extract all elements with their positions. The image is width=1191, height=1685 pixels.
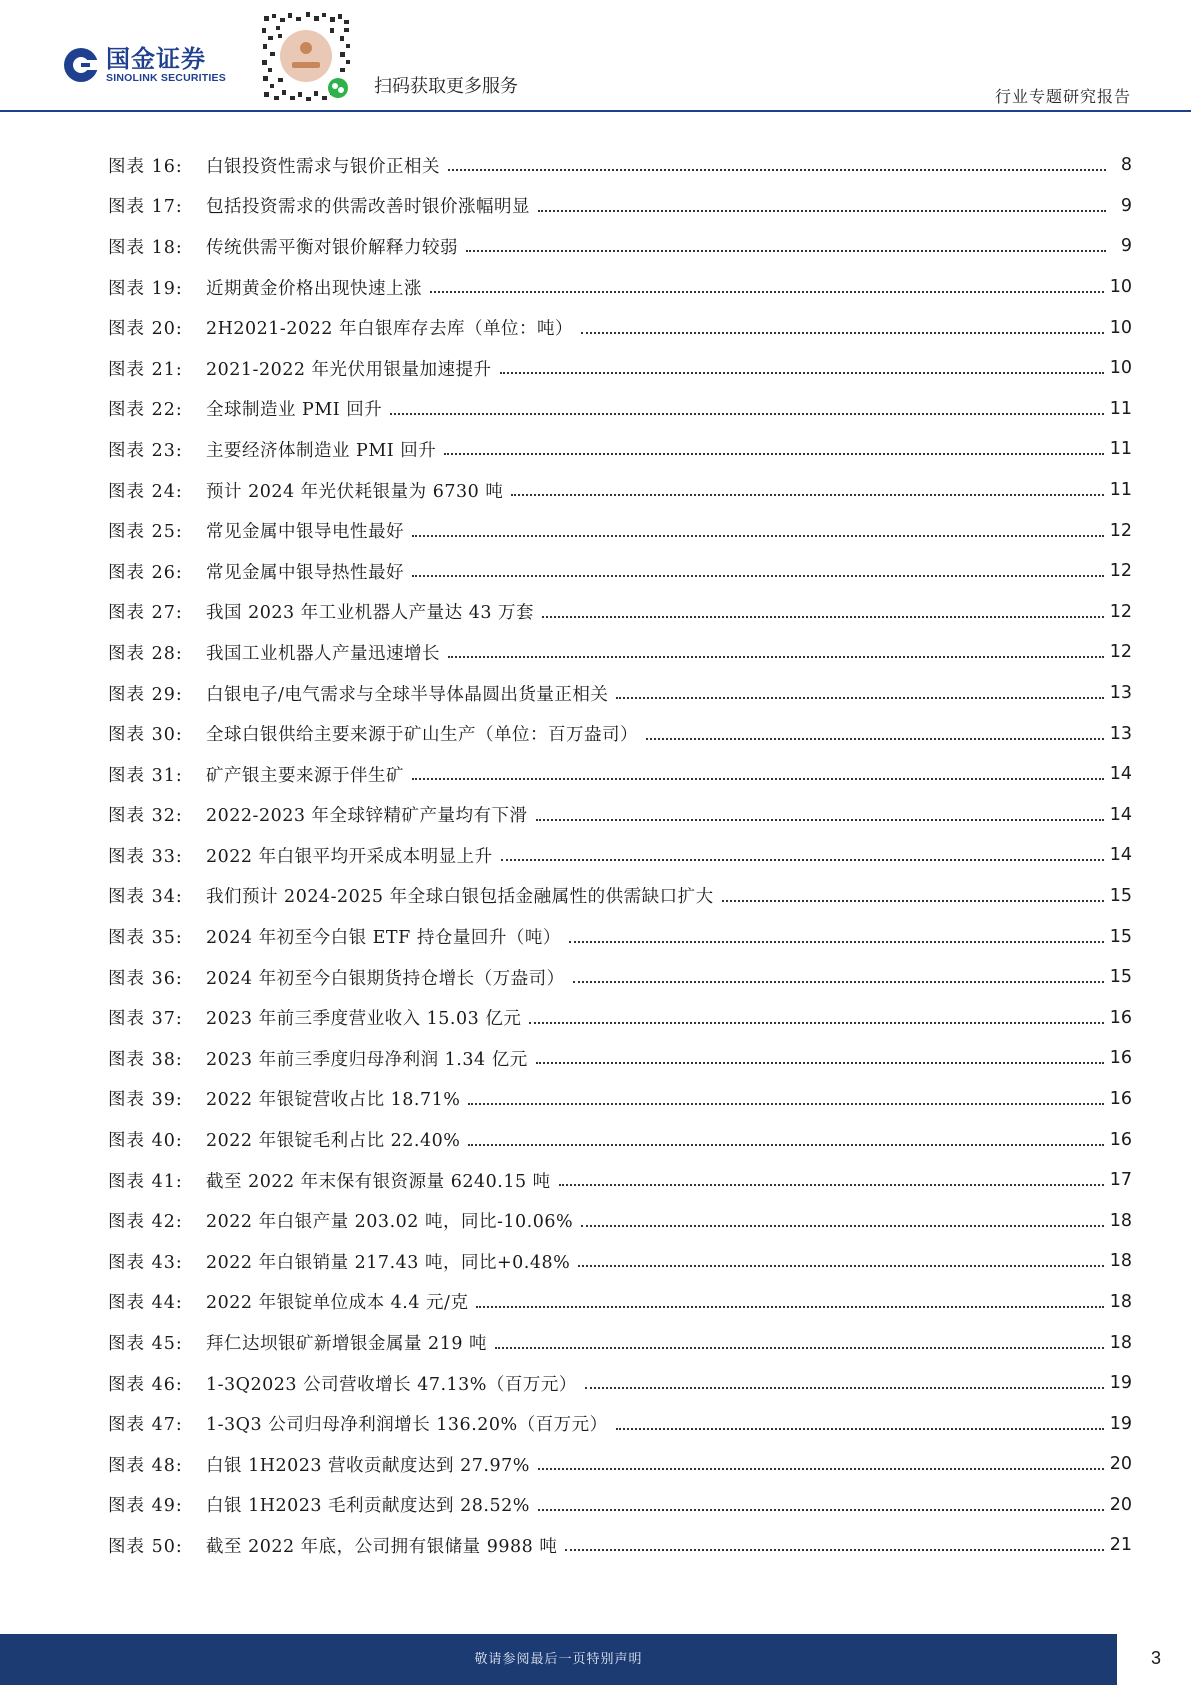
toc-entry[interactable] <box>108 592 1132 633</box>
toc-figure-label: 图表 35: <box>108 928 183 949</box>
toc-page-number[interactable]: 20 <box>1109 1494 1132 1515</box>
toc-figure-label: 图表 34: <box>108 887 183 908</box>
toc-dot-leader <box>581 1225 1104 1227</box>
toc-dot-leader <box>501 859 1104 861</box>
toc-figure-label: 图表 42: <box>108 1212 183 1233</box>
toc-dot-leader <box>468 1144 1103 1146</box>
toc-dot-leader <box>448 656 1104 658</box>
toc-figure-title[interactable]: 包括投资需求的供需改善时银价涨幅明显 <box>206 197 530 218</box>
figure-index-list <box>108 145 1132 1566</box>
toc-figure-label: 图表 29: <box>108 684 183 705</box>
toc-figure-title[interactable]: 截至 2022 年末保有银资源量 6240.15 吨 <box>206 1171 551 1192</box>
toc-figure-label: 图表 49: <box>108 1496 183 1517</box>
toc-entry[interactable] <box>108 226 1132 267</box>
toc-page-number[interactable]: 18 <box>1109 1332 1132 1353</box>
toc-figure-title[interactable]: 2024 年初至今白银 ETF 持仓量回升（吨） <box>206 928 561 949</box>
toc-dot-leader <box>500 372 1104 374</box>
toc-figure-title[interactable]: 2022 年银锭单位成本 4.4 元/克 <box>206 1293 469 1314</box>
toc-dot-leader <box>569 941 1104 943</box>
toc-entry[interactable] <box>108 997 1132 1038</box>
toc-figure-title[interactable]: 白银电子/电气需求与全球半导体晶圆出货量正相关 <box>206 684 609 705</box>
toc-page-number[interactable]: 19 <box>1109 1373 1132 1394</box>
toc-entry[interactable] <box>108 1119 1132 1160</box>
toc-page-number[interactable]: 18 <box>1109 1291 1132 1312</box>
toc-entry[interactable] <box>108 916 1132 957</box>
toc-entry[interactable] <box>108 1444 1132 1485</box>
toc-page-number[interactable]: 12 <box>1109 601 1132 622</box>
toc-dot-leader <box>542 616 1104 618</box>
toc-entry[interactable] <box>108 1282 1132 1323</box>
toc-page-number[interactable]: 10 <box>1109 277 1132 298</box>
toc-entry[interactable] <box>108 470 1132 511</box>
toc-entry[interactable] <box>108 267 1132 308</box>
toc-page-number[interactable]: 18 <box>1109 1251 1132 1272</box>
toc-figure-label: 图表 26: <box>108 562 183 583</box>
toc-entry[interactable] <box>108 1322 1132 1363</box>
toc-page-number[interactable]: 20 <box>1109 1454 1132 1475</box>
toc-figure-title[interactable]: 2022 年白银产量 203.02 吨，同比-10.06% <box>206 1212 574 1233</box>
toc-page-number[interactable]: 21 <box>1109 1535 1132 1556</box>
report-type-label: 行业专题研究报告 <box>994 87 1131 106</box>
toc-figure-title[interactable]: 矿产银主要来源于伴生矿 <box>206 765 404 786</box>
toc-figure-label: 图表 22: <box>108 400 183 421</box>
toc-figure-label: 图表 40: <box>108 1131 183 1152</box>
toc-figure-label: 图表 50: <box>108 1536 183 1557</box>
toc-page-number[interactable]: 19 <box>1109 1413 1132 1434</box>
toc-figure-label: 图表 30: <box>108 725 183 746</box>
toc-figure-label: 图表 43: <box>108 1252 183 1273</box>
toc-page-number[interactable]: 12 <box>1109 561 1132 582</box>
toc-figure-label: 图表 18: <box>108 237 183 258</box>
toc-entry[interactable] <box>108 1485 1132 1526</box>
qr-code-icon[interactable] <box>258 8 354 104</box>
toc-figure-title[interactable]: 2022-2023 年全球锌精矿产量均有下滑 <box>206 806 528 827</box>
page-header <box>0 0 1191 112</box>
toc-figure-title[interactable]: 2022 年银锭营收占比 18.71% <box>206 1090 461 1111</box>
toc-entry[interactable] <box>108 307 1132 348</box>
toc-dot-leader <box>468 1103 1103 1105</box>
toc-entry[interactable] <box>108 713 1132 754</box>
toc-entry[interactable] <box>108 632 1132 673</box>
toc-dot-leader <box>430 291 1104 293</box>
toc-entry[interactable] <box>108 186 1132 227</box>
toc-figure-label: 图表 21: <box>108 359 183 380</box>
toc-page-number[interactable]: 10 <box>1109 358 1132 379</box>
toc-figure-title[interactable]: 1-3Q3 公司归母净利润增长 136.20%（百万元） <box>206 1415 608 1436</box>
toc-figure-label: 图表 16: <box>108 156 183 177</box>
header-divider <box>0 110 1191 112</box>
toc-figure-label: 图表 44: <box>108 1293 183 1314</box>
toc-page-number[interactable]: 18 <box>1109 1210 1132 1231</box>
toc-figure-label: 图表 19: <box>108 278 183 299</box>
toc-figure-title[interactable]: 2021-2022 年光伏用银量加速提升 <box>206 359 492 380</box>
toc-figure-title[interactable]: 2022 年白银平均开采成本明显上升 <box>206 846 493 867</box>
toc-dot-leader <box>581 332 1104 334</box>
toc-figure-label: 图表 28: <box>108 643 183 664</box>
toc-figure-title[interactable]: 常见金属中银导热性最好 <box>206 562 404 583</box>
toc-entry[interactable] <box>108 348 1132 389</box>
toc-figure-title[interactable]: 我国工业机器人产量迅速增长 <box>206 643 440 664</box>
page-number: 3 <box>1150 1648 1161 1668</box>
toc-dot-leader <box>538 1509 1104 1511</box>
toc-entry[interactable] <box>108 1160 1132 1201</box>
toc-entry[interactable] <box>108 551 1132 592</box>
toc-figure-label: 图表 47: <box>108 1415 183 1436</box>
company-logo <box>62 46 226 84</box>
toc-entry[interactable] <box>108 835 1132 876</box>
toc-entry[interactable] <box>108 957 1132 998</box>
toc-page-number[interactable]: 15 <box>1109 926 1132 947</box>
toc-page-number[interactable]: 16 <box>1109 1007 1132 1028</box>
toc-entry[interactable] <box>108 673 1132 714</box>
toc-figure-label: 图表 48: <box>108 1455 183 1476</box>
toc-dot-leader <box>390 413 1103 415</box>
logo-cn-text: 国金证券 <box>106 45 206 73</box>
toc-dot-leader <box>495 1347 1104 1349</box>
toc-dot-leader <box>511 494 1103 496</box>
toc-entry[interactable] <box>108 1079 1132 1120</box>
toc-page-number[interactable]: 16 <box>1109 1129 1132 1150</box>
footer-disclaimer[interactable]: 敬请参阅最后一页特别声明 <box>474 1652 643 1667</box>
toc-dot-leader <box>536 1062 1104 1064</box>
toc-page-number[interactable]: 12 <box>1109 520 1132 541</box>
toc-entry[interactable] <box>108 1038 1132 1079</box>
toc-figure-title[interactable]: 1-3Q2023 公司营收增长 47.13%（百万元） <box>206 1374 577 1395</box>
toc-entry[interactable] <box>108 1200 1132 1241</box>
toc-page-number[interactable]: 13 <box>1109 683 1132 704</box>
toc-entry[interactable] <box>108 389 1132 430</box>
toc-figure-label: 图表 45: <box>108 1334 183 1355</box>
sinolink-logo-icon <box>62 46 100 84</box>
toc-page-number[interactable]: 14 <box>1109 804 1132 825</box>
toc-dot-leader <box>538 1468 1104 1470</box>
toc-page-number[interactable]: 16 <box>1109 1088 1132 1109</box>
toc-entry[interactable] <box>108 1403 1132 1444</box>
toc-page-number[interactable]: 17 <box>1109 1170 1132 1191</box>
toc-dot-leader <box>412 778 1104 780</box>
toc-page-number[interactable]: 16 <box>1109 1048 1132 1069</box>
toc-dot-leader <box>616 697 1103 699</box>
toc-figure-title[interactable]: 2022 年银锭毛利占比 22.40% <box>206 1131 461 1152</box>
toc-figure-label: 图表 24: <box>108 481 183 502</box>
qr-caption: 扫码获取更多服务 <box>374 76 518 97</box>
logo-en-text: SINOLINK SECURITIES <box>106 72 226 84</box>
toc-dot-leader <box>538 210 1106 212</box>
toc-figure-label: 图表 38: <box>108 1049 183 1070</box>
toc-figure-label: 图表 33: <box>108 846 183 867</box>
toc-page-number[interactable]: 12 <box>1109 642 1132 663</box>
toc-page-number[interactable]: 11 <box>1109 480 1132 501</box>
toc-figure-label: 图表 17: <box>108 197 183 218</box>
toc-figure-title[interactable]: 我国 2023 年工业机器人产量达 43 万套 <box>206 603 535 624</box>
toc-entry[interactable] <box>108 1363 1132 1404</box>
toc-entry[interactable] <box>108 145 1132 186</box>
toc-figure-label: 图表 27: <box>108 603 183 624</box>
toc-page-number[interactable]: 13 <box>1109 723 1132 744</box>
toc-dot-leader <box>722 900 1104 902</box>
toc-dot-leader <box>536 819 1104 821</box>
toc-page-number[interactable]: 10 <box>1109 317 1132 338</box>
toc-figure-label: 图表 37: <box>108 1009 183 1030</box>
toc-figure-label: 图表 36: <box>108 968 183 989</box>
toc-figure-label: 图表 39: <box>108 1090 183 1111</box>
toc-figure-title[interactable]: 我们预计 2024-2025 年全球白银包括金融属性的供需缺口扩大 <box>206 887 714 908</box>
toc-figure-title[interactable]: 白银投资性需求与银价正相关 <box>206 156 440 177</box>
toc-page-number[interactable]: 14 <box>1109 845 1132 866</box>
toc-figure-title[interactable]: 白银 1H2023 营收贡献度达到 27.97% <box>206 1455 530 1476</box>
toc-figure-label: 图表 31: <box>108 765 183 786</box>
toc-dot-leader <box>559 1184 1104 1186</box>
toc-figure-title[interactable]: 2024 年初至今白银期货持仓增长（万盎司） <box>206 968 565 989</box>
toc-dot-leader <box>412 575 1104 577</box>
toc-entry[interactable] <box>108 510 1132 551</box>
toc-dot-leader <box>529 1022 1103 1024</box>
toc-dot-leader <box>565 1549 1103 1551</box>
toc-page-number[interactable]: 9 <box>1120 195 1132 216</box>
toc-figure-title[interactable]: 主要经济体制造业 PMI 回升 <box>206 440 437 461</box>
toc-dot-leader <box>646 738 1104 740</box>
toc-dot-leader <box>585 1387 1104 1389</box>
toc-page-number[interactable]: 15 <box>1109 885 1132 906</box>
toc-figure-label: 图表 25: <box>108 522 183 543</box>
toc-entry[interactable] <box>108 795 1132 836</box>
toc-figure-label: 图表 32: <box>108 806 183 827</box>
toc-page-number[interactable]: 11 <box>1109 398 1132 419</box>
toc-page-number[interactable]: 9 <box>1120 236 1132 257</box>
toc-figure-title[interactable]: 白银 1H2023 毛利贡献度达到 28.52% <box>206 1496 530 1517</box>
toc-entry[interactable] <box>108 754 1132 795</box>
toc-dot-leader <box>412 535 1104 537</box>
toc-figure-label: 图表 23: <box>108 440 183 461</box>
toc-figure-title[interactable]: 近期黄金价格出现快速上涨 <box>206 278 422 299</box>
toc-dot-leader <box>578 1265 1104 1267</box>
toc-entry[interactable] <box>108 1241 1132 1282</box>
toc-figure-label: 图表 41: <box>108 1171 183 1192</box>
toc-dot-leader <box>444 453 1103 455</box>
toc-entry[interactable] <box>108 1525 1132 1566</box>
toc-figure-title[interactable]: 全球制造业 PMI 回升 <box>206 400 383 421</box>
toc-figure-title[interactable]: 2022 年白银销量 217.43 吨，同比+0.48% <box>206 1252 571 1273</box>
toc-figure-label: 图表 20: <box>108 319 183 340</box>
toc-dot-leader <box>476 1306 1103 1308</box>
toc-figure-title[interactable]: 截至 2022 年底，公司拥有银储量 9988 吨 <box>206 1536 558 1557</box>
toc-figure-title[interactable]: 2H2021-2022 年白银库存去库（单位：吨） <box>206 319 573 340</box>
toc-page-number[interactable]: 8 <box>1120 155 1132 176</box>
toc-dot-leader <box>448 169 1106 171</box>
toc-figure-title[interactable]: 拜仁达坝银矿新增银金属量 219 吨 <box>206 1334 488 1355</box>
toc-figure-label: 图表 46: <box>108 1374 183 1395</box>
toc-figure-title[interactable]: 全球白银供给主要来源于矿山生产（单位：百万盎司） <box>206 725 638 746</box>
toc-page-number[interactable]: 15 <box>1109 967 1132 988</box>
toc-figure-title[interactable]: 2023 年前三季度营业收入 15.03 亿元 <box>206 1009 522 1030</box>
toc-page-number[interactable]: 11 <box>1109 439 1132 460</box>
toc-dot-leader <box>466 250 1106 252</box>
toc-entry[interactable] <box>108 876 1132 917</box>
toc-dot-leader <box>573 981 1104 983</box>
toc-figure-title[interactable]: 常见金属中银导电性最好 <box>206 522 404 543</box>
toc-figure-title[interactable]: 2023 年前三季度归母净利润 1.34 亿元 <box>206 1049 528 1070</box>
toc-dot-leader <box>616 1428 1104 1430</box>
toc-page-number[interactable]: 14 <box>1109 764 1132 785</box>
toc-entry[interactable] <box>108 429 1132 470</box>
toc-figure-title[interactable]: 传统供需平衡对银价解释力较弱 <box>206 237 458 258</box>
toc-figure-title[interactable]: 预计 2024 年光伏耗银量为 6730 吨 <box>206 481 504 502</box>
